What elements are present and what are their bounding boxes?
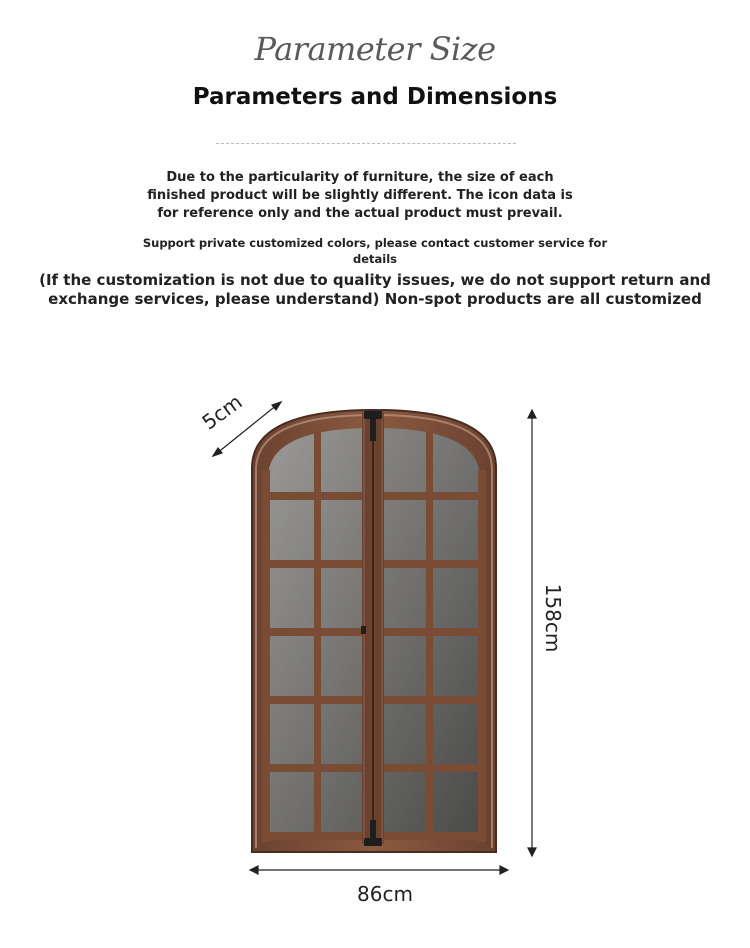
width-arrow [250,866,508,874]
height-label: 158cm [541,583,565,653]
height-arrow [528,410,536,856]
width-label: 86cm [357,882,413,906]
script-title: Parameter Size [254,30,496,68]
customization-notice: Support private customized colors, please contact customer service for details [142,236,608,266]
return-policy: (If the customization is not due to quality issues, we do not support return and exchange services, please understand) Non-spot products are all customized [39,271,711,308]
furniture-notice: Due to the particularity of furniture, the size of each finished product will be slightly different. The icon data is for reference only and the actual product must prevail. [147,170,573,221]
page-title: Parameters and Dimensions [192,84,558,110]
depth-label: 5cm [197,389,247,435]
